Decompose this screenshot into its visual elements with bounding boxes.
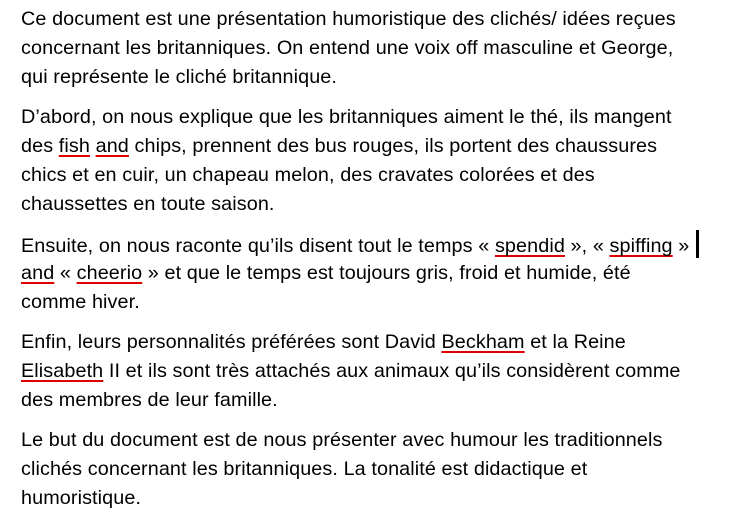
text-segment: concernant les britanniques. On entend une voix off masculine et George, bbox=[21, 37, 674, 59]
paragraph bbox=[21, 328, 742, 415]
text-segment: » bbox=[672, 235, 690, 257]
misspelled-word: spiffing bbox=[609, 235, 673, 257]
text-segment: chics et en cuir, un chapeau melon, des cravates colorées et des bbox=[21, 164, 595, 186]
text-line bbox=[21, 230, 742, 259]
text-line bbox=[21, 455, 742, 484]
text-segment: humoristique. bbox=[21, 487, 142, 509]
text-segment: des membres de leur famille. bbox=[21, 389, 278, 411]
text-line bbox=[21, 34, 742, 63]
text-line bbox=[21, 328, 742, 357]
text-segment: Ce document est une présentation humoristique des clichés/ idées reçues bbox=[21, 8, 676, 30]
misspelled-word: and bbox=[21, 262, 55, 284]
text-line bbox=[21, 103, 742, 132]
text-segment: Enfin, leurs personnalités préférées sont David bbox=[21, 331, 442, 353]
paragraph bbox=[21, 426, 742, 513]
text-segment: », « bbox=[564, 235, 610, 257]
text-line bbox=[21, 288, 742, 317]
text-segment: et la Reine bbox=[524, 331, 626, 353]
text-segment: II et ils sont très attachés aux animaux qu’ils considèrent comme bbox=[103, 360, 681, 382]
text-segment: comme hiver. bbox=[21, 291, 140, 313]
text-line bbox=[21, 5, 742, 34]
text-line bbox=[21, 386, 742, 415]
misspelled-word: spendid bbox=[494, 235, 565, 257]
text-line bbox=[21, 259, 742, 288]
misspelled-word: fish bbox=[58, 135, 90, 157]
text-segment: des bbox=[21, 135, 59, 157]
text-line bbox=[21, 484, 742, 513]
text-segment: Ensuite, on nous raconte qu’ils disent tout le temps « bbox=[21, 235, 495, 257]
text-line bbox=[21, 190, 742, 219]
text-segment: chaussettes en toute saison. bbox=[21, 193, 275, 215]
text-line bbox=[21, 161, 742, 190]
misspelled-word: Beckham bbox=[441, 331, 525, 353]
text-segment: D’abord, on nous explique que les britanniques aiment le thé, ils mangent bbox=[21, 106, 672, 128]
text-line bbox=[21, 63, 742, 92]
text-line bbox=[21, 426, 742, 455]
text-segment: qui représente le cliché britannique. bbox=[21, 66, 337, 88]
misspelled-word: cheerio bbox=[76, 262, 143, 284]
paragraph bbox=[21, 103, 742, 219]
paragraph bbox=[21, 5, 742, 92]
text-segment: clichés concernant les britanniques. La tonalité est didactique et bbox=[21, 458, 588, 480]
paragraph bbox=[21, 230, 742, 317]
misspelled-word: Elisabeth bbox=[21, 360, 104, 382]
text-line bbox=[21, 132, 742, 161]
text-segment: Le but du document est de nous présenter avec humour les traditionnels bbox=[21, 429, 663, 451]
text-segment: chips, prennent des bus rouges, ils portent des chaussures bbox=[128, 135, 658, 157]
text-segment: « bbox=[54, 262, 77, 284]
text-segment: » et que le temps est toujours gris, froid et humide, été bbox=[142, 262, 631, 284]
text-line bbox=[21, 357, 742, 386]
text-cursor bbox=[696, 230, 699, 258]
misspelled-word: and bbox=[95, 135, 129, 157]
